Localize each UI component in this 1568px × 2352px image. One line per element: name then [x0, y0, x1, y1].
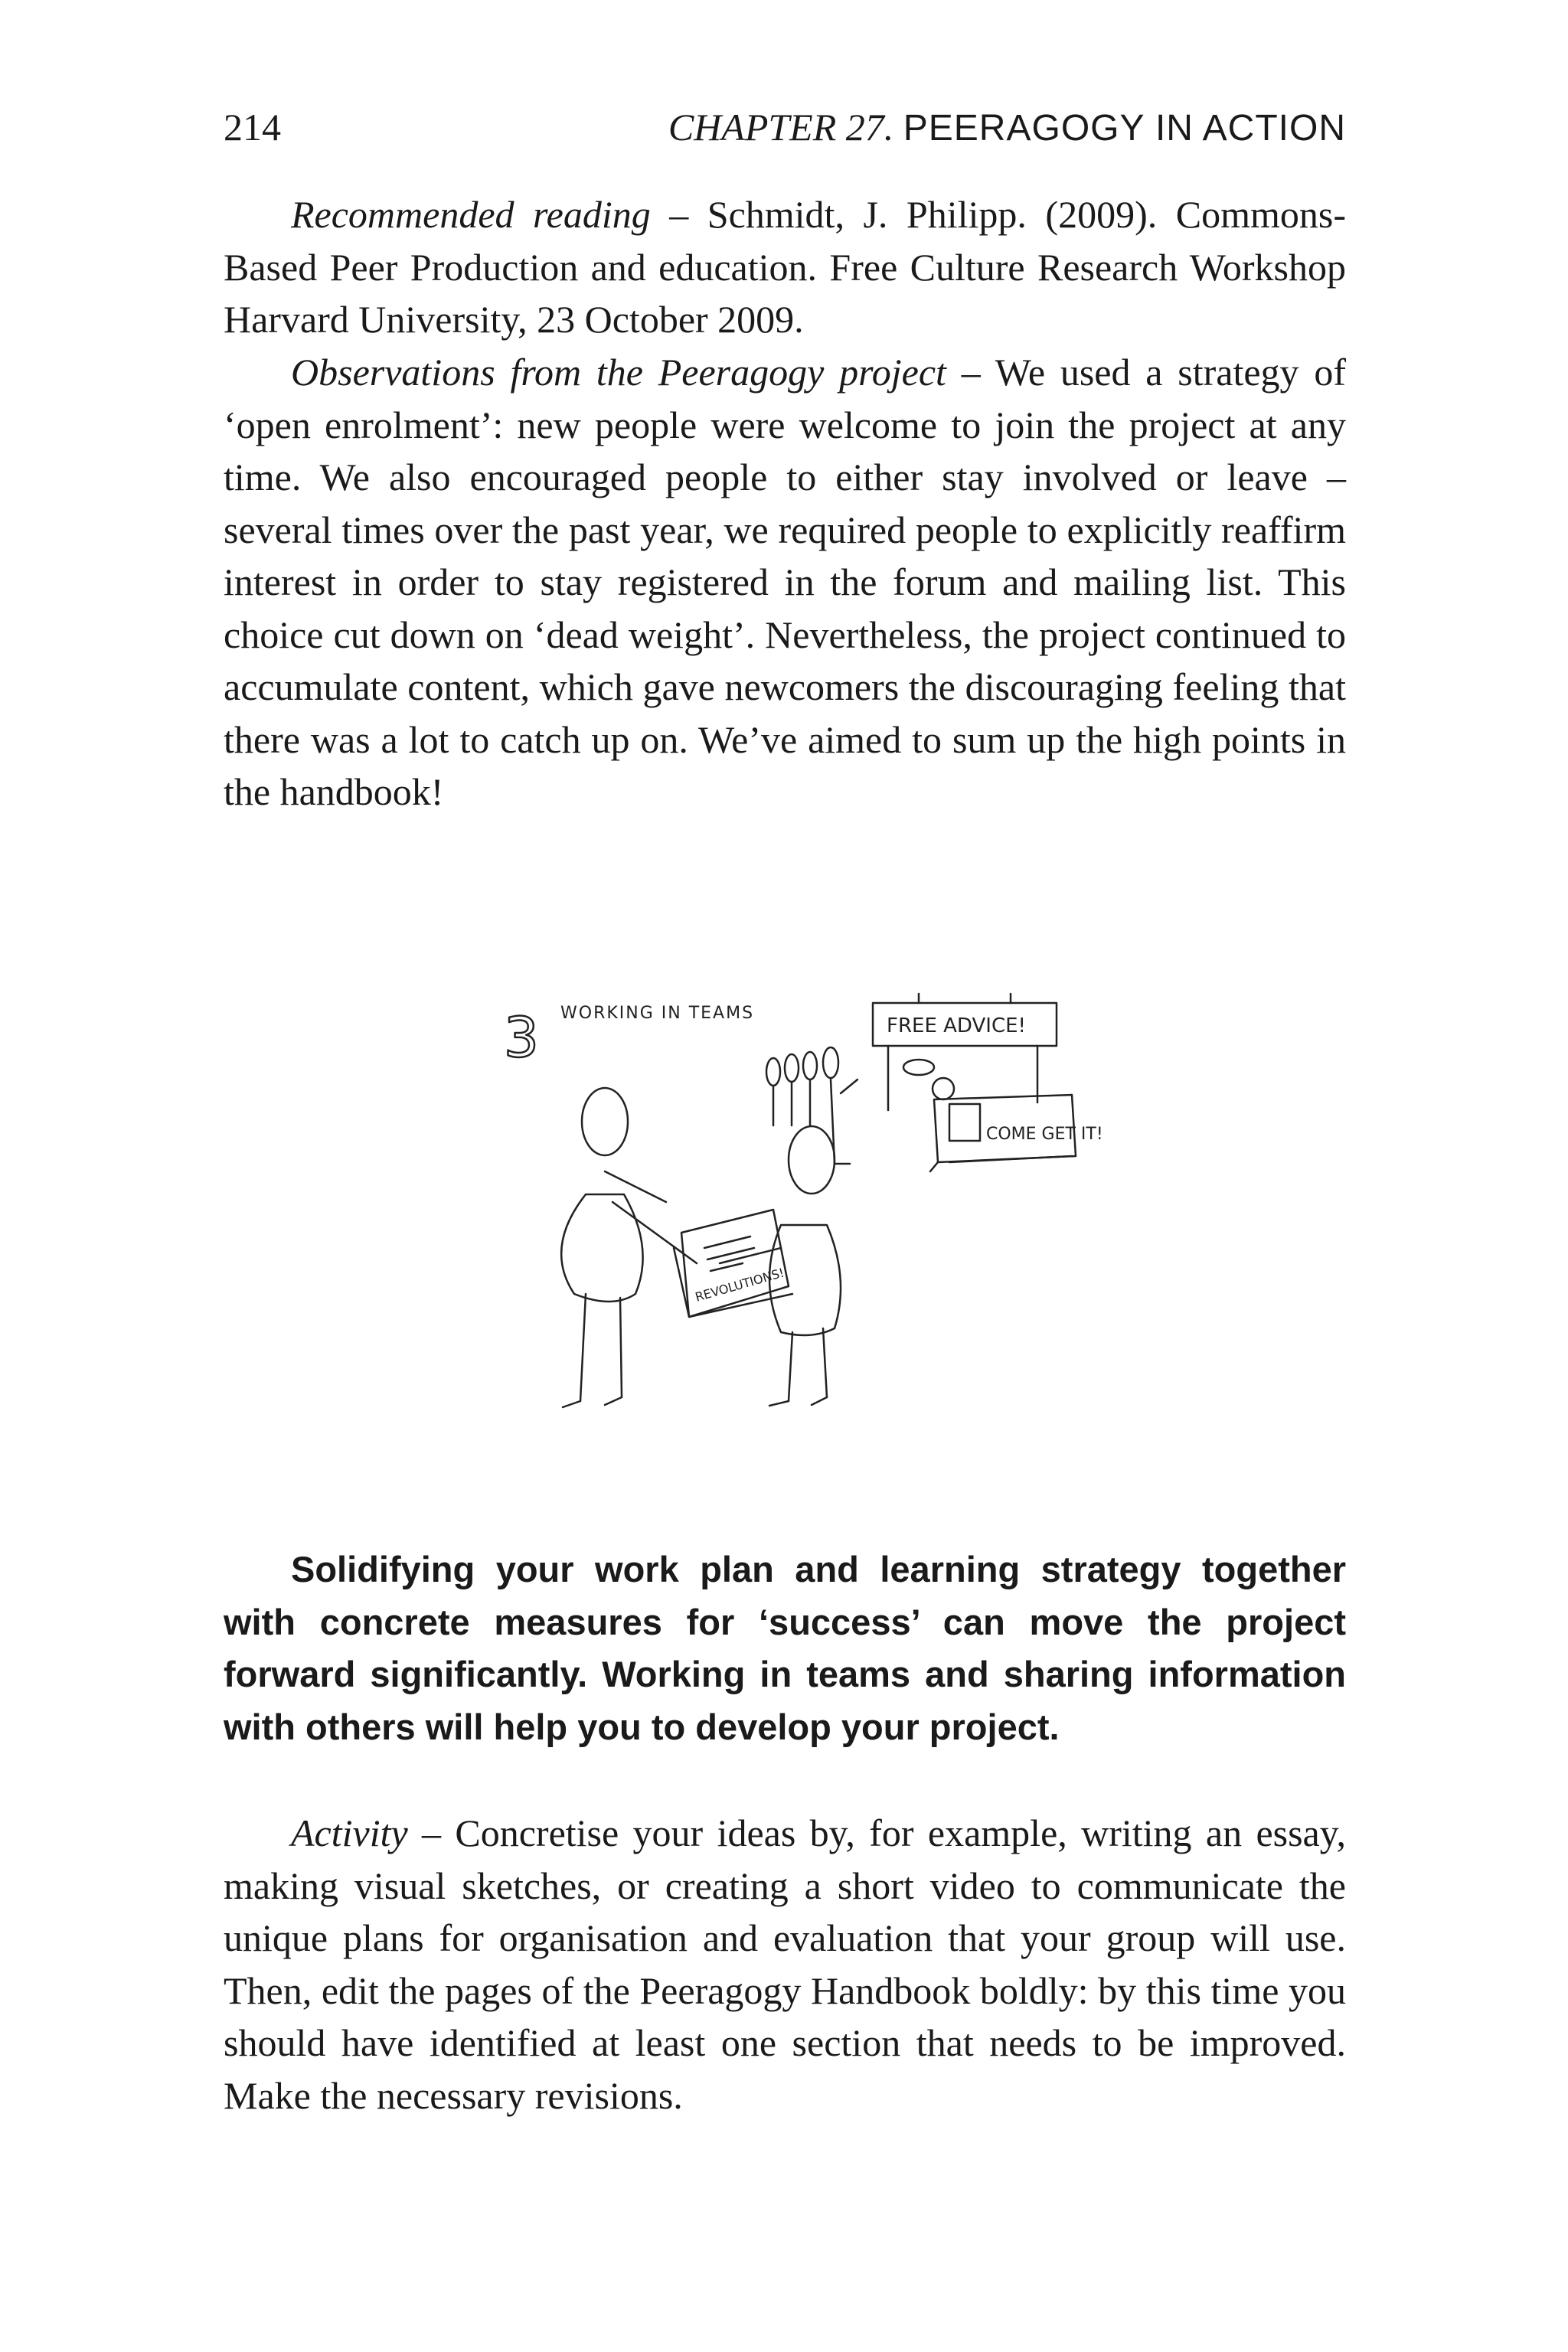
- recommended-reading: [224, 188, 1346, 346]
- recommended-text: – Schmidt, J. Philipp. (2009). Commons-Based Peer Production and education. Free Culture Research Workshop Harvard University, 23 October 2009.: [224, 193, 1346, 341]
- activity-label: Activity: [291, 1811, 408, 1854]
- figure-number: 3: [504, 1005, 539, 1070]
- paper-text: REVOLUTIONS!: [693, 1265, 786, 1305]
- observations-label: Observations from the Peeragogy project: [291, 351, 946, 394]
- booth-sign: FREE ADVICE!: [887, 1014, 1026, 1037]
- observations-paragraph: [224, 346, 1346, 818]
- chapter-title: PEERAGOGY IN ACTION: [903, 108, 1346, 149]
- observations-text: – We used a strategy of ‘open enrolment’: new people were welcome to join the project at any time. We also encouraged people to either stay involved or leave – several times over the past year, we required people to explicitly reaffirm interest in order to stay registered in the forum and mailing list. This choice cut down on ‘dead weight’. Nevertheless, the project continued to accumulate content, which gave newcomers the discouraging feeling that there was a lot to catch up on. We’ve aimed to sum up the high points in the handbook!: [224, 351, 1347, 813]
- running-head: [668, 103, 1346, 153]
- recommended-label: Recommended reading: [291, 193, 651, 236]
- activity-paragraph: [224, 1807, 1346, 2122]
- summary-paragraph: Solidifying your work plan and learning strategy together with concrete measures for ‘success’ can move the project forward significantly. Working in teams and sharing information with others will help you to develop your project.: [224, 1549, 1346, 1747]
- page-header: [224, 103, 1346, 152]
- page-number: 214: [224, 106, 281, 149]
- advice-booth: [873, 994, 1103, 1171]
- booth-banner: COME GET IT!: [986, 1125, 1103, 1144]
- working-in-teams-sketch: [490, 972, 1103, 1432]
- chapter-number: CHAPTER 27.: [668, 106, 894, 149]
- shared-document: [674, 1210, 792, 1317]
- crowd-figures: [766, 1047, 858, 1164]
- left-person: [561, 1088, 697, 1407]
- activity-text: – Concretise your ideas by, for example, writing an essay, making visual sketches, or creating a short video to communicate the unique plans for organisation and evaluation that your group will use. Then, edit the pages of the Peeragogy Handbook boldly: by this time you should have identified at least one section that needs to be improved. Make the necessary revisions.: [224, 1811, 1346, 2117]
- figure-caption: WORKING IN TEAMS: [560, 1004, 755, 1023]
